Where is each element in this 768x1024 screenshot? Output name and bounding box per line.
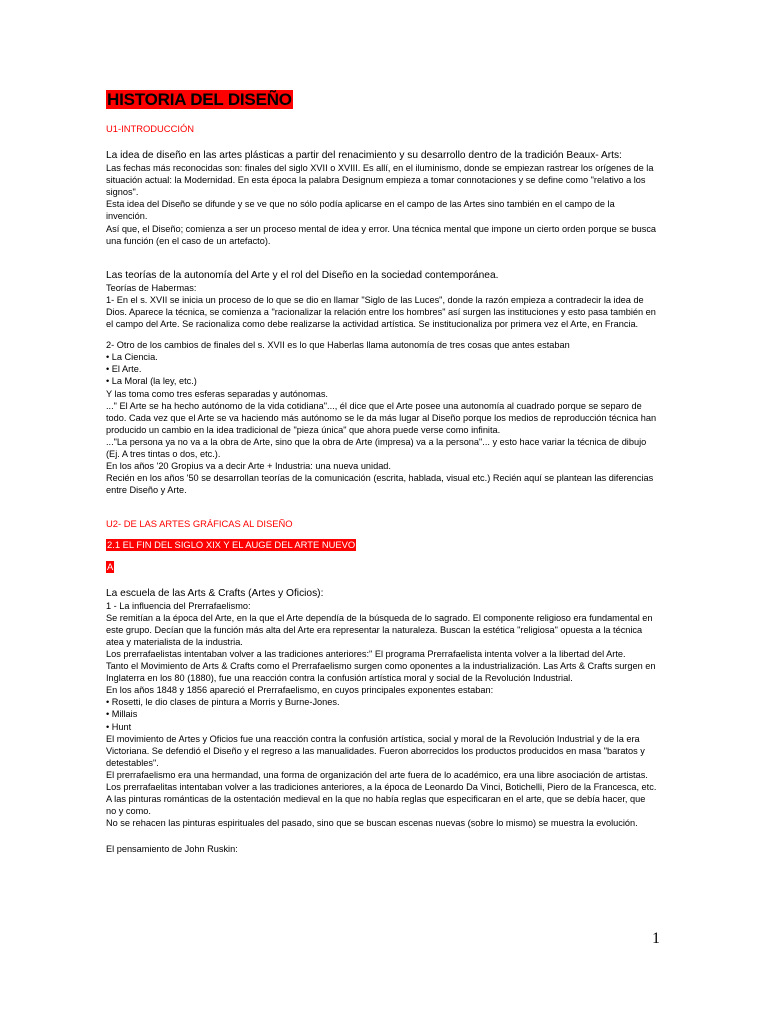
unit2-heading: U2- DE LAS ARTES GRÁFICAS AL DISEÑO (106, 518, 293, 530)
paragraph: ..."La persona ya no va a la obra de Arte, sino que la obra de Arte (impresa) va a la persona"... y esto hace variar la técnica de dibujo (Ej. A tres tintas o dos, etc.). (106, 436, 647, 459)
paragraph: No se rehacen las pinturas espirituales del pasado, sino que se buscan escenas nuevas (sobre lo mismo) se muestra la evolución. (106, 818, 638, 829)
paragraph: Esta idea del Diseño se difunde y se ve que no sólo podía aplicarse en el campo de las Artes sino también en el campo de la invención. (106, 199, 615, 222)
unit1-lead: La idea de diseño en las artes plásticas a partir del renacimiento y su desarrollo dentro de la tradición Beaux- Arts: (106, 150, 622, 162)
paragraph: 1 - La influencia del Prerrafaelismo: (106, 600, 251, 611)
document-body (106, 90, 658, 856)
list-item: • La Ciencia. (106, 352, 158, 363)
list-item: • La Moral (la ley, etc.) (106, 376, 197, 387)
paragraph: El prerrafaelismo era una hermandad, una forma de organización del arte fuera de lo académico, era una libre asociación de artistas. Los prerrafaelitas intentaban volver a las tradiciones anteriores, a la época de Leonardo Da Vinci, Botichelli, Piero de la Francesca, etc. A las pinturas románticas de la ostentación medieval en la que no había reglas que especificaran en el arte, que se debía hacer, que no y como. (106, 769, 657, 817)
paragraph: Recién en los años '50 se desarrollan teorías de la comunicación (escrita, hablada, visual etc.) Recién aquí se plantean las diferencias entre Diseño y Arte. (106, 473, 654, 496)
paragraph: Las fechas más reconocidas son: finales del siglo XVII o XVIII. Es allí, en el iluminismo, donde se empiezan rastrear los orígenes de la situación actual: la Modernidad. En esta época la palabra Designum empieza a tomar connotaciones y se define como "relativo a los signos". (106, 163, 654, 198)
paragraph: Tanto el Movimiento de Arts & Crafts como el Prerrafaelismo surgen como oponentes a la industrialización. Las Arts & Crafts surgen en Inglaterra en los 80 (1880), fue una reacción contra la confusión artística moral y social de la Revolución Industrial. (106, 661, 656, 684)
list-item: • El Arte. (106, 364, 142, 375)
page-title: HISTORIA DEL DISEÑO (107, 90, 292, 109)
section-letter: A (107, 560, 114, 572)
paragraph: Y las toma como tres esferas separadas y autónomas. (106, 388, 328, 399)
page-number: 1 (652, 930, 660, 947)
list-item: • Rosetti, le dio clases de pintura a Morris y Burne-Jones. (106, 697, 340, 708)
list-item: • Hunt (106, 721, 132, 732)
unit1-heading: U1-INTRODUCCIÓN (106, 123, 195, 134)
unit1-lead-2: Las teorías de la autonomía del Arte y el rol del Diseño en la sociedad contemporánea. (106, 269, 499, 281)
paragraph: Teorías de Habermas: (106, 282, 197, 293)
paragraph: El movimiento de Artes y Oficios fue una reacción contra la confusión artística, social y moral de la Revolución Industrial y de la era Victoriana. Se defendió el Diseño y el regreso a las manualidades. Fueron aborrecidos los productos producidos en masa "baratos y detestables". (106, 733, 645, 768)
paragraph: Los prerrafaelistas intentaban volver a las tradiciones anteriores:" El programa Prerrafaelista intenta volver a la libertad del Arte. (106, 649, 626, 659)
section-heading: 2.1 EL FIN DEL SIGLO XIX Y EL AUGE DEL ARTE NUEVO (107, 539, 356, 551)
paragraph: El pensamiento de John Ruskin: (106, 844, 238, 855)
list-item: • Millais (106, 709, 138, 720)
paragraph: 2- Otro de los cambios de finales del s. XVII es lo que Haberlas llama autonomía de tres cosas que antes estaban (106, 340, 570, 351)
paragraph: En los años 1848 y 1856 apareció el Prerrafaelismo, en cuyos principales exponentes estaban: (106, 685, 494, 696)
paragraph: ..." El Arte se ha hecho autónomo de la vida cotidiana"..., él dice que el Arte posee una autonomía al cuadrado porque se separo de todo. Cada vez que el Arte se va haciendo más autónomo se le da más lugar al Diseño porque los medios de reproducción técnica han producido un cambio en la idea tradicional de "pieza única" que ahora puede verse como infinita. (106, 400, 657, 435)
paragraph: En los años '20 Gropius va a decir Arte + Industria: una nueva unidad. (106, 461, 391, 472)
paragraph: 1- En el s. XVII se inicia un proceso de lo que se dio en llamar "Siglo de las Luces", donde la razón empieza a contradecir la idea de Dios. Aparece la técnica, se comienza a "racionalizar la relación entre los hombres" así surgen las instituciones y esto pasa también en el campo del Arte. Se racionaliza como debe realizarse la actividad artística. Se institucionaliza por primera vez el Arte, en Francia. (106, 294, 656, 330)
paragraph: Así que, el Diseño; comienza a ser un proceso mental de idea y error. Una técnica mental que impone un cierto orden porque se busca una función (en el caso de un artefacto). (106, 223, 657, 246)
paragraph: Se remitían a la época del Arte, en la que el Arte dependía de la búsqueda de lo sagrado. El componente religioso era fundamental en este grupo. Decían que la función más alta del Arte era representar la naturaleza. Buscan la estética "religiosa" opuesta a la técnica atea y materialista de la industria. (106, 612, 653, 647)
unit2-lead: La escuela de las Arts & Crafts (Artes y Oficios): (106, 587, 324, 599)
